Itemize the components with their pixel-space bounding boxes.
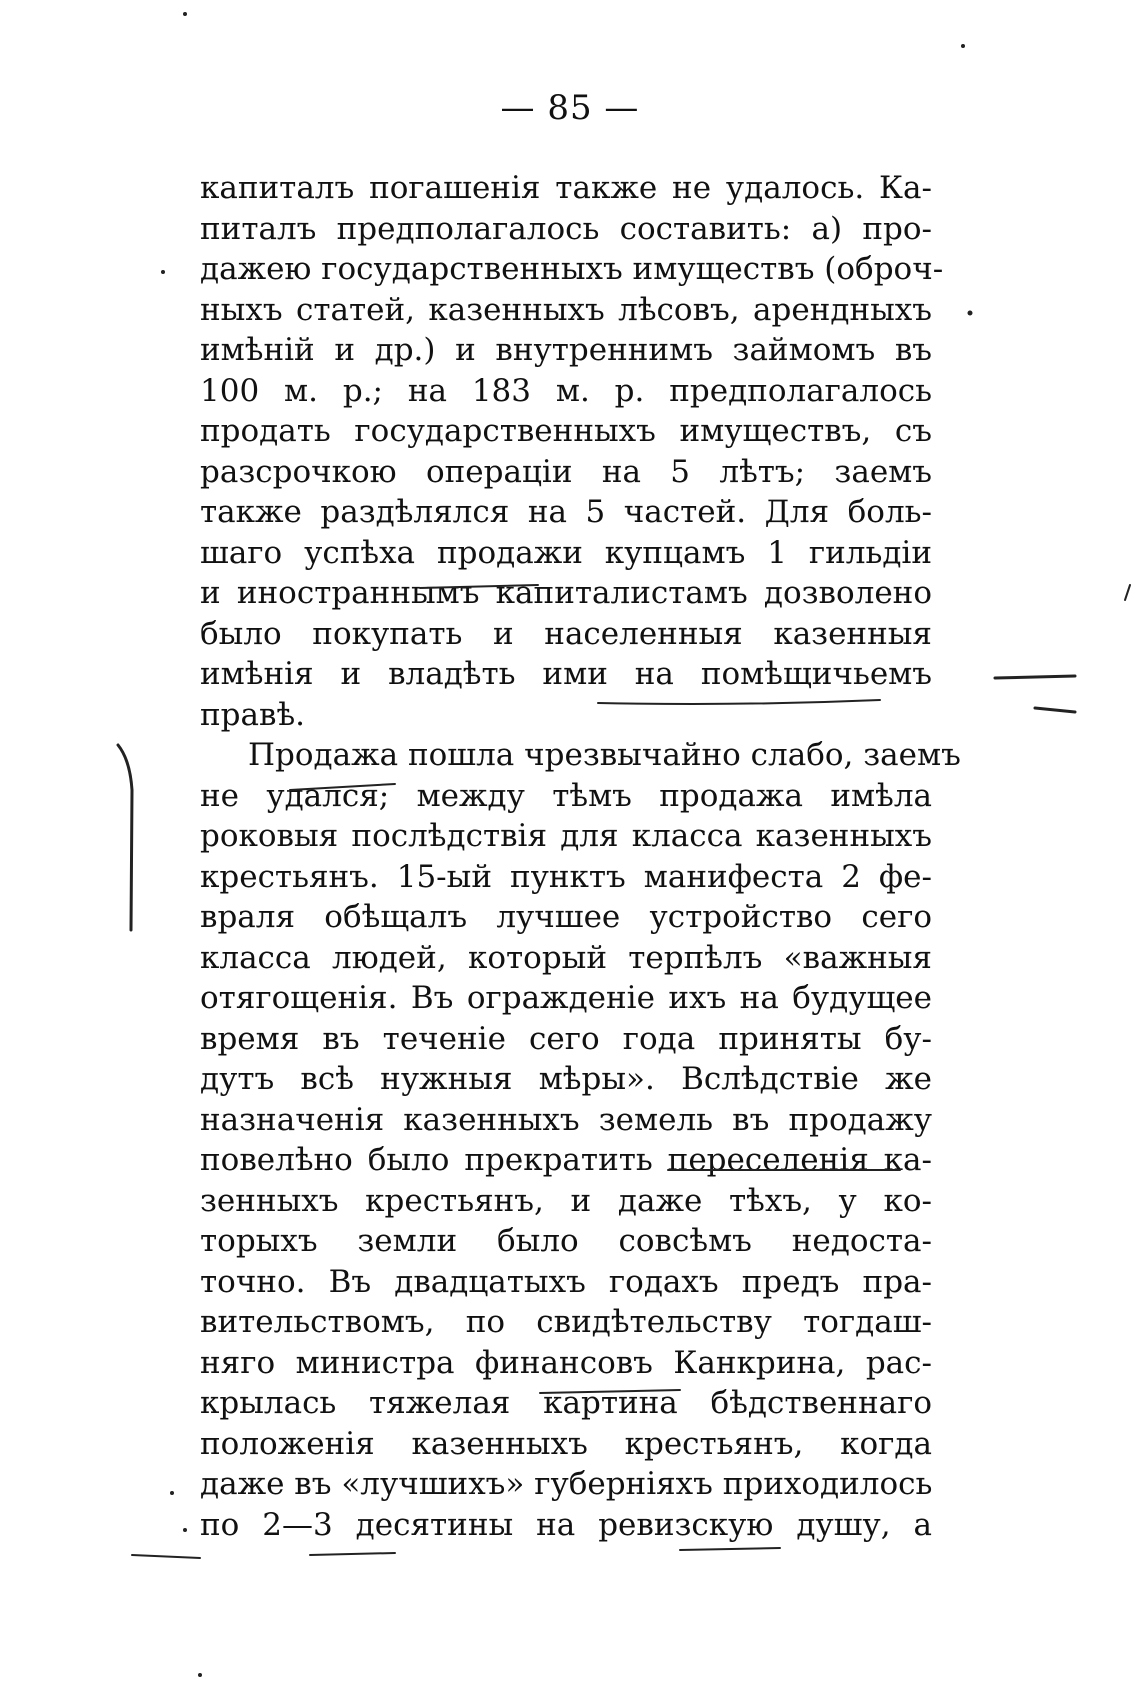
text-line: и иностраннымъ капиталистамъ дозволено	[200, 575, 932, 611]
text-line: враля обѣщалъ лучшее устройство сего	[200, 899, 932, 935]
text-line: дутъ всѣ нужныя мѣры». Вслѣдствіе же	[200, 1061, 932, 1097]
text-line: роковыя послѣдствія для класса казенныхъ	[200, 818, 932, 854]
text-line: питалъ предполагалось составить: а) про-	[200, 210, 932, 247]
margin-dot	[170, 1491, 174, 1495]
text-line: по 2—3 десятины на ревизскую душу, а	[200, 1506, 932, 1543]
text-line: точно. Въ двадцатыхъ годахъ предъ пра-	[200, 1263, 932, 1300]
text-line: зенныхъ крестьянъ, и даже тѣхъ, у ко-	[200, 1182, 932, 1219]
text-line: продать государственныхъ имуществъ, съ	[200, 413, 932, 449]
body-text	[200, 168, 961, 1545]
text-line: назначенія казенныхъ земель въ продажу	[200, 1101, 932, 1138]
underline-mark	[680, 1548, 780, 1550]
text-line: даже въ «лучшихъ» губерніяхъ приходилось	[200, 1466, 933, 1502]
text-line: шаго успѣха продажи купцамъ 1 гильдіи	[200, 534, 932, 571]
text-line: не удался; между тѣмъ продажа имѣла	[200, 777, 932, 814]
text-line: повелѣно было прекратить переселенія ка-	[200, 1142, 932, 1178]
text-line: крестьянъ. 15-ый пунктъ манифеста 2 фе-	[200, 858, 932, 895]
margin-dot	[968, 311, 973, 316]
left-margin-bracket	[118, 745, 132, 930]
underline-mark	[310, 1553, 395, 1555]
underline-mark	[132, 1555, 200, 1558]
text-line: торыхъ земли было совсѣмъ недоста-	[200, 1223, 932, 1259]
text-line: Продажа пошла чрезвычайно слабо, заемъ	[248, 737, 961, 773]
right-margin-dash	[1035, 708, 1075, 712]
paragraph-2	[200, 735, 961, 1545]
text-line: время въ теченіе сего года приняты бу-	[200, 1020, 932, 1057]
text-line: дажею государственныхъ имуществъ (оброч-	[200, 251, 944, 287]
margin-dot	[961, 44, 965, 48]
margin-dot	[161, 270, 165, 274]
text-line: разсрочкою операціи на 5 лѣтъ; заемъ	[200, 453, 932, 490]
text-line: вительствомъ, по свидѣтельству тогдаш-	[200, 1304, 932, 1340]
right-margin-tick	[1125, 585, 1130, 600]
text-line: имѣній и др.) и внутреннимъ займомъ въ	[200, 332, 932, 368]
text-line: класса людей, который терпѣлъ «важныя	[200, 939, 932, 976]
text-line: положенія казенныхъ крестьянъ, когда	[200, 1425, 932, 1462]
text-line: капиталъ погашенія также не удалось. Ка-	[200, 170, 932, 206]
margin-dot	[183, 1528, 187, 1532]
text-line: няго министра финансовъ Канкрина, рас-	[200, 1344, 932, 1381]
text-line: правѣ.	[200, 696, 305, 733]
margin-dot	[183, 12, 187, 16]
right-margin-dash	[995, 676, 1075, 678]
text-line: было покупать и населенныя казенныя	[200, 615, 932, 652]
text-line: ныхъ статей, казенныхъ лѣсовъ, арендныхъ	[200, 291, 932, 328]
text-line: также раздѣлялся на 5 частей. Для боль-	[200, 494, 932, 530]
text-line: имѣнія и владѣть ими на помѣщичьемъ	[200, 656, 932, 692]
text-line: крылась тяжелая картина бѣдственнаго	[200, 1385, 932, 1421]
text-line: 100 м. р.; на 183 м. р. предполагалось	[200, 372, 932, 409]
text-line: отягощенія. Въ огражденіе ихъ на будущее	[200, 980, 932, 1016]
paragraph-1	[200, 168, 944, 735]
margin-dot	[198, 1673, 202, 1677]
page-number: — 85 —	[500, 88, 640, 128]
